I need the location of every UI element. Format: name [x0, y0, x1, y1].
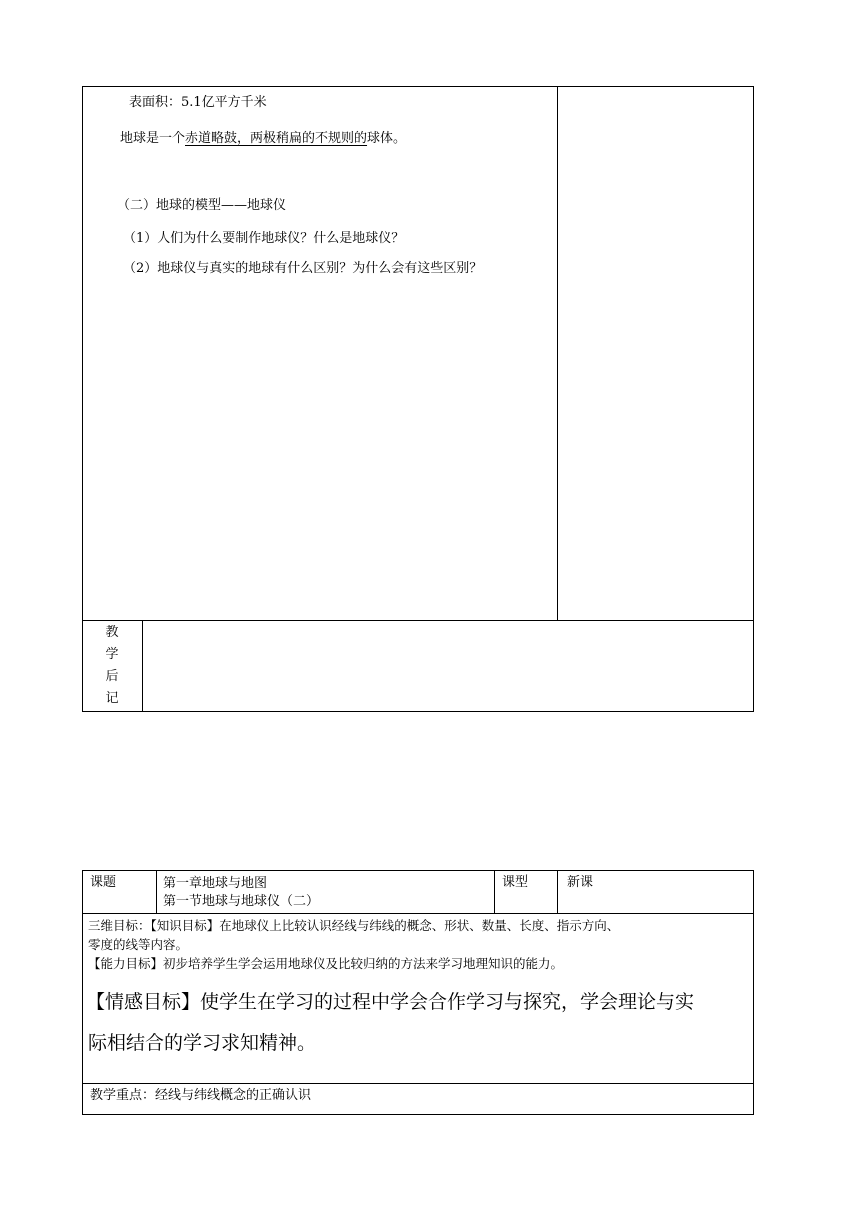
surface-area-line: 表面积：5.1亿平方千米 — [129, 95, 267, 110]
earth-shape-suffix: 球体。 — [367, 131, 407, 146]
emotion-goal-line-1: 【情感目标】使学生在学习的过程中学会合作学习与探究，学会理论与实 — [86, 991, 695, 1013]
section-2-title: （二）地球的模型——地球仪 — [117, 198, 287, 213]
postscript-char: 学 — [105, 647, 119, 662]
postscript-label — [82, 621, 142, 711]
emotion-goal-line-2: 际相结合的学习求知精神。 — [88, 1032, 317, 1054]
topic-label: 课题 — [90, 875, 117, 890]
earth-shape-underlined: 赤道略鼓，两极稍扁的不规则的 — [185, 131, 368, 146]
lesson-type-label: 课型 — [502, 875, 529, 890]
lesson-type-value: 新课 — [567, 875, 594, 890]
knowledge-goal-line-2: 零度的线等内容。 — [88, 937, 189, 952]
question-2: （2）地球仪与真实的地球有什么区别？为什么会有这些区别？ — [123, 261, 483, 276]
question-1: （1）人们为什么要制作地球仪？什么是地球仪？ — [123, 231, 405, 246]
topic-section: 第一节地球与地球仪（二） — [163, 894, 320, 909]
postscript-char: 记 — [105, 691, 119, 706]
ability-goal: 【能力目标】初步培养学生学会运用地球仪及比较归纳的方法来学习地理知识的能力。 — [88, 956, 564, 971]
postscript-char: 后 — [105, 669, 119, 684]
postscript-char: 教 — [105, 625, 119, 640]
topic-chapter: 第一章地球与地图 — [163, 876, 268, 891]
earth-shape-prefix: 地球是一个 — [120, 131, 186, 146]
postscript-content — [143, 621, 753, 711]
earth-shape-line — [120, 131, 406, 147]
knowledge-goal-line-1: 三维目标：【知识目标】在地球仪上比较认识经线与纬线的概念、形状、数量、长度、指示方向、 — [88, 918, 620, 933]
teaching-key-point: 教学重点：经线与纬线概念的正确认识 — [90, 1088, 312, 1103]
